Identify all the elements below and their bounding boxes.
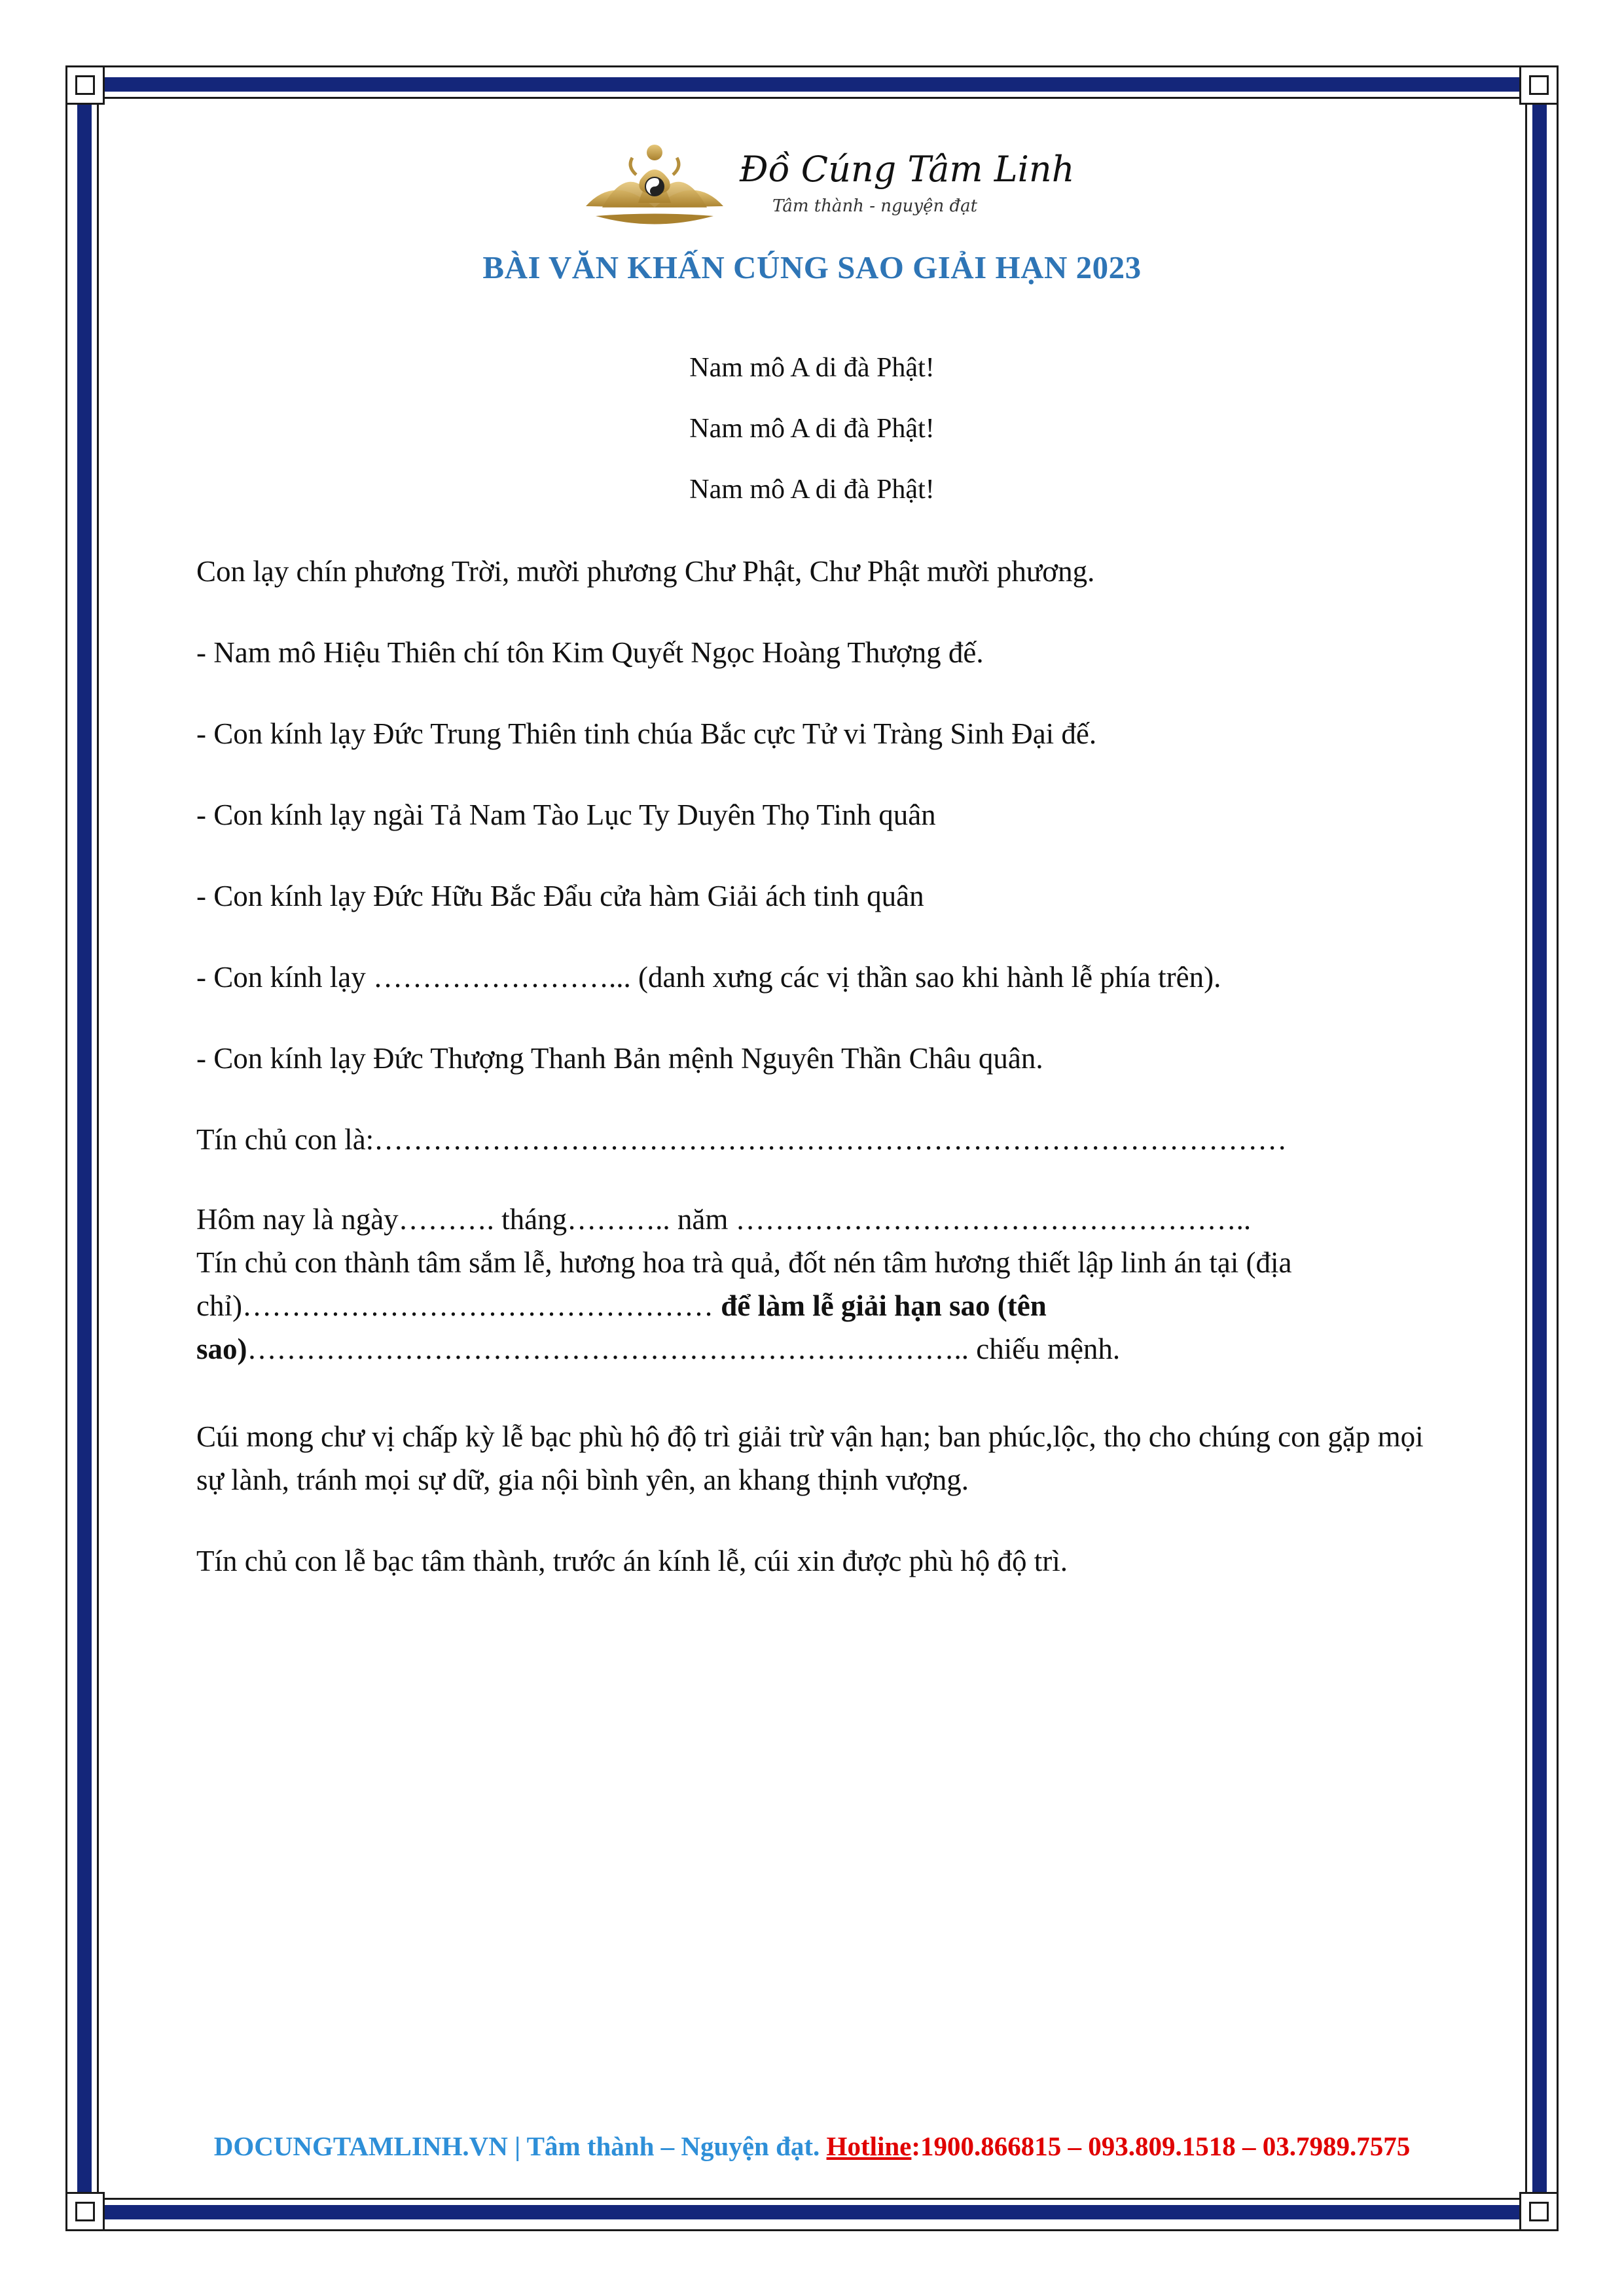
paragraph-date-address [196, 1198, 1440, 1371]
address-text: Tín chủ con thành tâm sắm lễ, hương hoa trà quả, đốt nén tâm hương thiết lập linh án tại (địa chỉ)………………………………………… [196, 1246, 1292, 1322]
invocation-line-2: Nam mô A di đà Phật! [689, 414, 935, 444]
document-title: BÀI VĂN KHẤN CÚNG SAO GIẢI HẠN 2023 [482, 249, 1142, 285]
paragraph-prayer-1: - Nam mô Hiệu Thiên chí tôn Kim Quyết Ngọc Hoàng Thượng đế. [196, 636, 984, 669]
frame-corner-top-right [1519, 65, 1559, 105]
paragraph-prayer-6: - Con kính lạy Đức Thượng Thanh Bản mệnh Nguyên Thần Châu quân. [196, 1042, 1043, 1075]
invocation-line-1: Nam mô A di đà Phật! [689, 353, 935, 383]
paragraph-blessing: Cúi mong chư vị chấp kỳ lễ bạc phù hộ độ trì giải trừ vận hạn; ban phúc,lộc, thọ cho chúng con gặp mọi sự lành, tránh mọi sự dữ, gia nội bình yên, an khang thịnh vượng. [196, 1420, 1424, 1496]
invocation-line-3: Nam mô A di đà Phật! [689, 475, 935, 505]
paragraph-opening: Con lạy chín phương Trời, mười phương Chư Phật, Chư Phật mười phương. [196, 555, 1095, 588]
hotline-label: Hotline [826, 2131, 912, 2161]
frame-corner-bottom-left [65, 2192, 105, 2231]
logo-brand-text: Đồ Cúng Tâm Linh [740, 149, 1075, 190]
address-bold-text: để làm lễ giải hạn sao (tên sao) [196, 1289, 1047, 1365]
frame-corner-bottom-right [1519, 2192, 1559, 2231]
paragraph-prayer-3: - Con kính lạy ngài Tả Nam Tào Lục Ty Duyên Thọ Tinh quân [196, 798, 936, 831]
paragraph-prayer-2: - Con kính lạy Đức Trung Thiên tinh chúa Bắc cực Tử vi Tràng Sinh Đại đế. [196, 717, 1097, 750]
brand-logo [576, 134, 1075, 232]
footer-site-text: DOCUNGTAMLINH.VN | Tâm thành – Nguyện đạt. [213, 2131, 827, 2161]
paragraph-prayer-5: - Con kính lạy ……………………... (danh xưng các vị thần sao khi hành lễ phía trên). [196, 961, 1221, 994]
logo-tagline-text: Tâm thành - nguyện đạt [772, 196, 978, 216]
hotline-numbers: :1900.866815 – 093.809.1518 – 03.7989.7575 [911, 2131, 1411, 2161]
address-text-end: ……………………………………………………………….. chiếu mệnh. [247, 1333, 1121, 1365]
paragraph-devotee-name: Tín chủ con là:………………………………………………………………………………… [196, 1123, 1288, 1156]
date-line: Hôm nay là ngày………. tháng……….. năm …………………………………………….. [196, 1203, 1252, 1236]
page-footer [0, 2130, 1624, 2162]
frame-corner-top-left [65, 65, 105, 105]
lotus-logo-icon [576, 134, 1075, 232]
address-line [196, 1241, 1440, 1371]
paragraph-prayer-4: - Con kính lạy Đức Hữu Bắc Đẩu cửa hàm Giải ách tinh quân [196, 880, 924, 912]
paragraph-closing: Tín chủ con lễ bạc tâm thành, trước án kính lễ, cúi xin được phù hộ độ trì. [196, 1545, 1068, 1577]
